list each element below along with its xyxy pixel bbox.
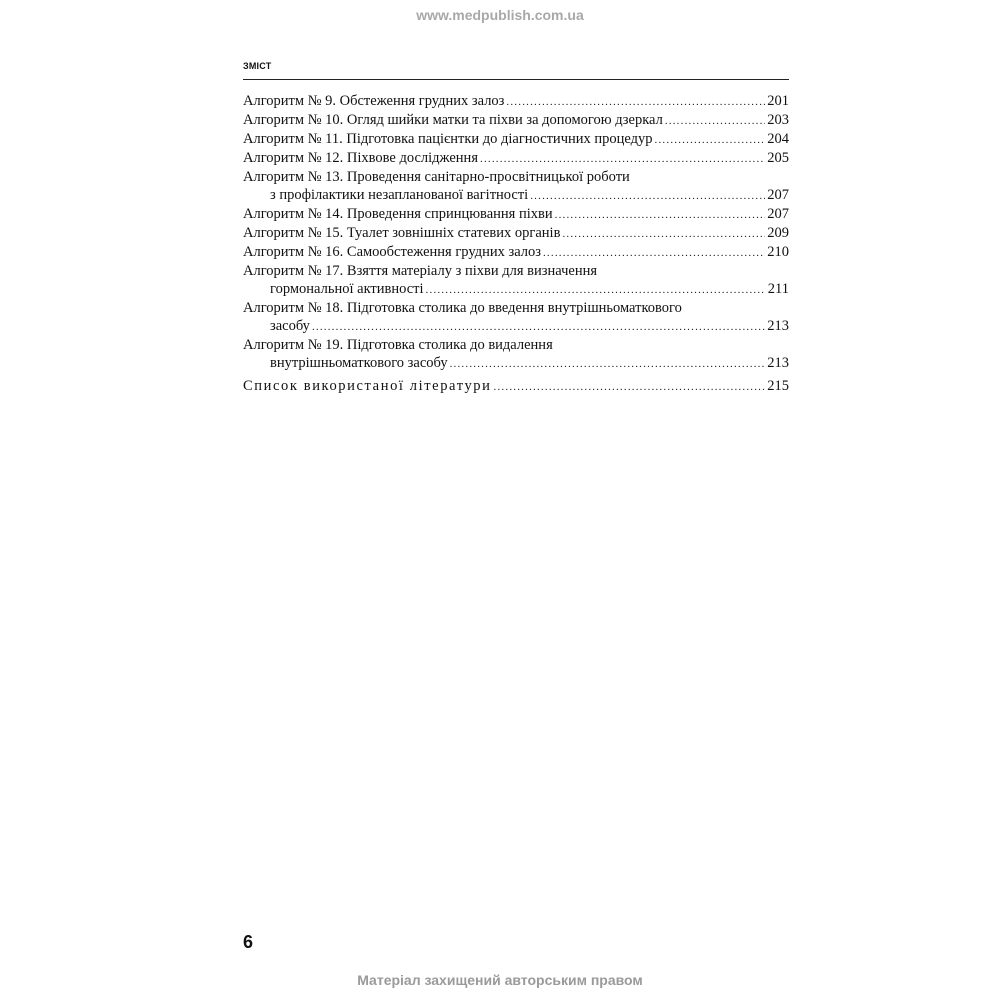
toc-entry-line: Алгоритм № 10. Огляд шийки матки та піхви за допомогою дзеркал	[243, 112, 663, 128]
toc-entry	[243, 111, 789, 130]
copyright-notice: Матеріал захищений авторським правом	[357, 972, 643, 988]
dot-leader	[655, 131, 766, 149]
running-header	[243, 55, 789, 80]
toc-entry-line: Алгоритм № 14. Проведення спринцювання піхви	[243, 206, 553, 222]
toc-page-number: 213	[767, 355, 789, 371]
toc-entry-line: з профілактики незапланованої вагітності	[270, 187, 529, 203]
toc-entry-line: Алгоритм № 12. Піхвове дослідження	[243, 150, 478, 166]
source-url: www.medpublish.com.ua	[416, 7, 584, 23]
toc-page-number: 207	[767, 206, 789, 222]
dot-leader	[665, 112, 765, 130]
toc-page-number: 207	[767, 187, 789, 203]
toc-page-number: 213	[767, 318, 789, 334]
toc-entry-line: Алгоритм № 9. Обстеження грудних залоз	[243, 93, 505, 109]
dot-leader	[494, 378, 766, 396]
toc-bibliography-entry	[243, 377, 789, 396]
toc-page-number: 210	[767, 244, 789, 260]
dot-leader	[530, 187, 765, 205]
table-of-contents	[243, 92, 789, 396]
toc-page-number: 215	[767, 378, 789, 394]
toc-entry-line: внутрішньоматкового засобу	[270, 355, 448, 371]
toc-entry	[243, 243, 789, 262]
page-number: 6	[243, 932, 254, 952]
dot-leader	[562, 225, 765, 243]
toc-entry	[243, 299, 789, 336]
toc-page-number: 204	[767, 131, 789, 147]
toc-entry	[243, 262, 789, 299]
dot-leader	[426, 281, 766, 299]
toc-entry-line: Алгоритм № 15. Туалет зовнішніх статевих органів	[243, 225, 561, 241]
toc-entry-line: Алгоритм № 13. Проведення санітарно-просвітницької роботи	[243, 169, 630, 185]
dot-leader	[450, 355, 766, 373]
dot-leader	[480, 150, 765, 168]
section-title: зміст	[243, 58, 272, 72]
bibliography-label: Список використаної літератури	[243, 378, 492, 394]
toc-entry	[243, 92, 789, 111]
toc-page-number: 209	[767, 225, 789, 241]
toc-entry-line: Алгоритм № 18. Підготовка столика до введення внутрішньоматкового	[243, 300, 682, 316]
toc-entry-line: Алгоритм № 17. Взяття матеріалу з піхви для визначення	[243, 263, 598, 279]
toc-entry-line: Алгоритм № 19. Підготовка столика до видалення	[243, 337, 553, 353]
toc-entry	[243, 205, 789, 224]
toc-page-number: 201	[767, 93, 789, 109]
toc-entry	[243, 224, 789, 243]
dot-leader	[312, 318, 765, 336]
toc-entry	[243, 336, 789, 373]
toc-entry-line: гормональної активності	[270, 281, 424, 297]
toc-entry-line: Алгоритм № 11. Підготовка пацієнтки до діагностичних процедур	[243, 131, 653, 147]
dot-leader	[506, 93, 765, 111]
toc-page-number: 205	[767, 150, 789, 166]
toc-page-number: 203	[767, 112, 789, 128]
dot-leader	[555, 206, 766, 224]
toc-entry-line: засобу	[270, 318, 310, 334]
toc-entry	[243, 149, 789, 168]
toc-entry	[243, 168, 789, 205]
toc-page-number: 211	[767, 281, 789, 297]
toc-entry	[243, 130, 789, 149]
dot-leader	[543, 244, 765, 262]
toc-entry-line: Алгоритм № 16. Самообстеження грудних залоз	[243, 244, 541, 260]
